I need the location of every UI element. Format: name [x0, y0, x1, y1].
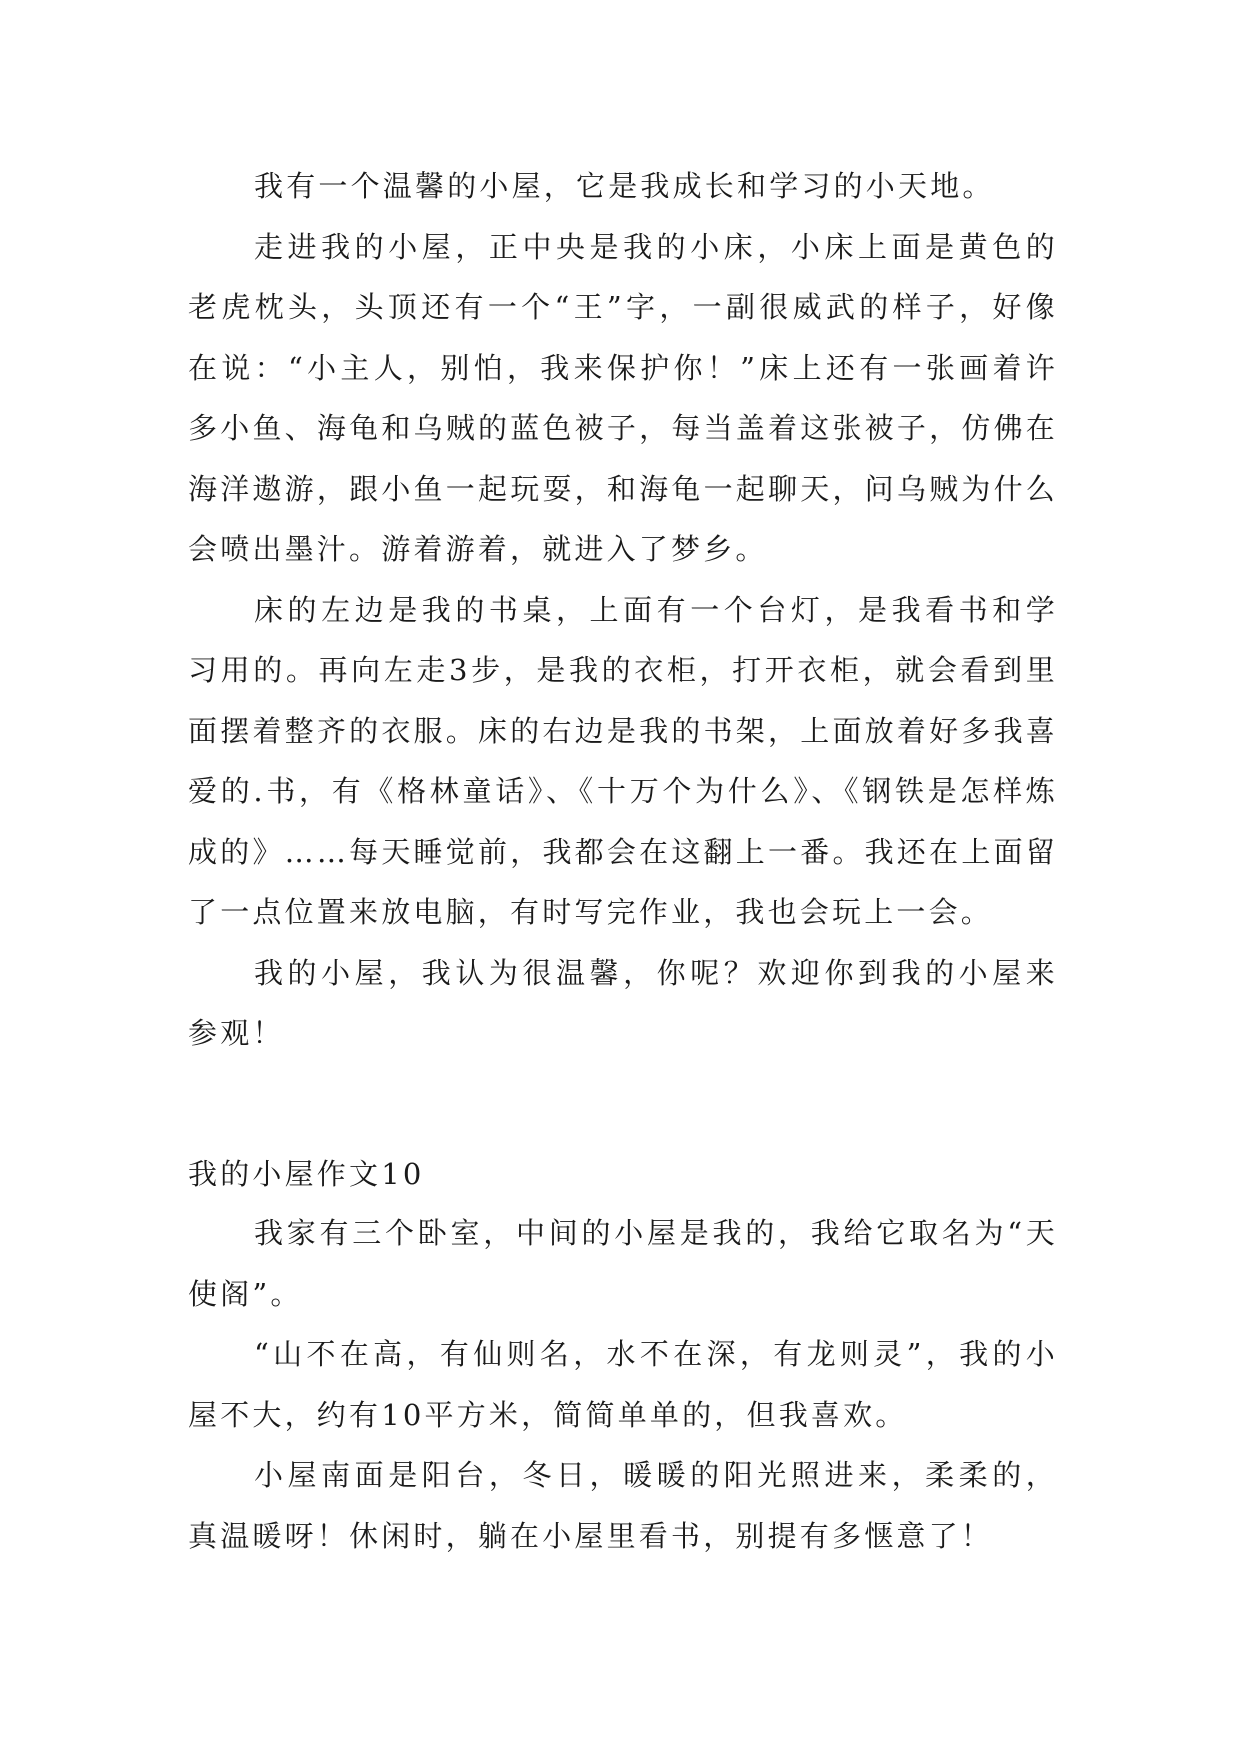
essay-body-part-2	[188, 1203, 1058, 1566]
essay-title: 我的小屋作文10	[188, 1157, 425, 1191]
paragraph: 床的左边是我的书桌，上面有一个台灯，是我看书和学习用的。再向左走3步，是我的衣柜，打开衣柜，就会看到里面摆着整齐的衣服。床的右边是我的书架，上面放着好多我喜爱的.书，有《格林童话》、《十万个为什么》、《钢铁是怎样炼成的》……每天睡觉前，我都会在这翻上一番。我还在上面留了一点位置来放电脑，有时写完作业，我也会玩上一会。	[188, 592, 1058, 929]
paragraph: 走进我的小屋，正中央是我的小床，小床上面是黄色的老虎枕头，头顶还有一个“王”字，一副很威武的样子，好像在说：“小主人，别怕，我来保护你！”床上还有一张画着许多小鱼、海龟和乌贼的蓝色被子，每当盖着这张被子，仿佛在海洋遨游，跟小鱼一起玩耍，和海龟一起聊天，问乌贼为什么会喷出墨汁。游着游着，就进入了梦乡。	[188, 229, 1058, 566]
paragraph: 我的小屋，我认为很温馨，你呢？欢迎你到我的小屋来参观！	[188, 955, 1058, 1050]
paragraph: 我有一个温馨的小屋，它是我成长和学习的小天地。	[254, 169, 995, 203]
essay-body-part-1	[188, 156, 1058, 1064]
paragraph: 我家有三个卧室，中间的小屋是我的，我给它取名为“天使阁”。	[188, 1216, 1058, 1311]
paragraph: “山不在高，有仙则名，水不在深，有龙则灵”，我的小屋不大，约有10平方米，简简单单的，但我喜欢。	[188, 1337, 1058, 1432]
paragraph: 小屋南面是阳台，冬日，暖暖的阳光照进来，柔柔的，真温暖呀！休闲时，躺在小屋里看书，别提有多惬意了！	[188, 1458, 1058, 1553]
